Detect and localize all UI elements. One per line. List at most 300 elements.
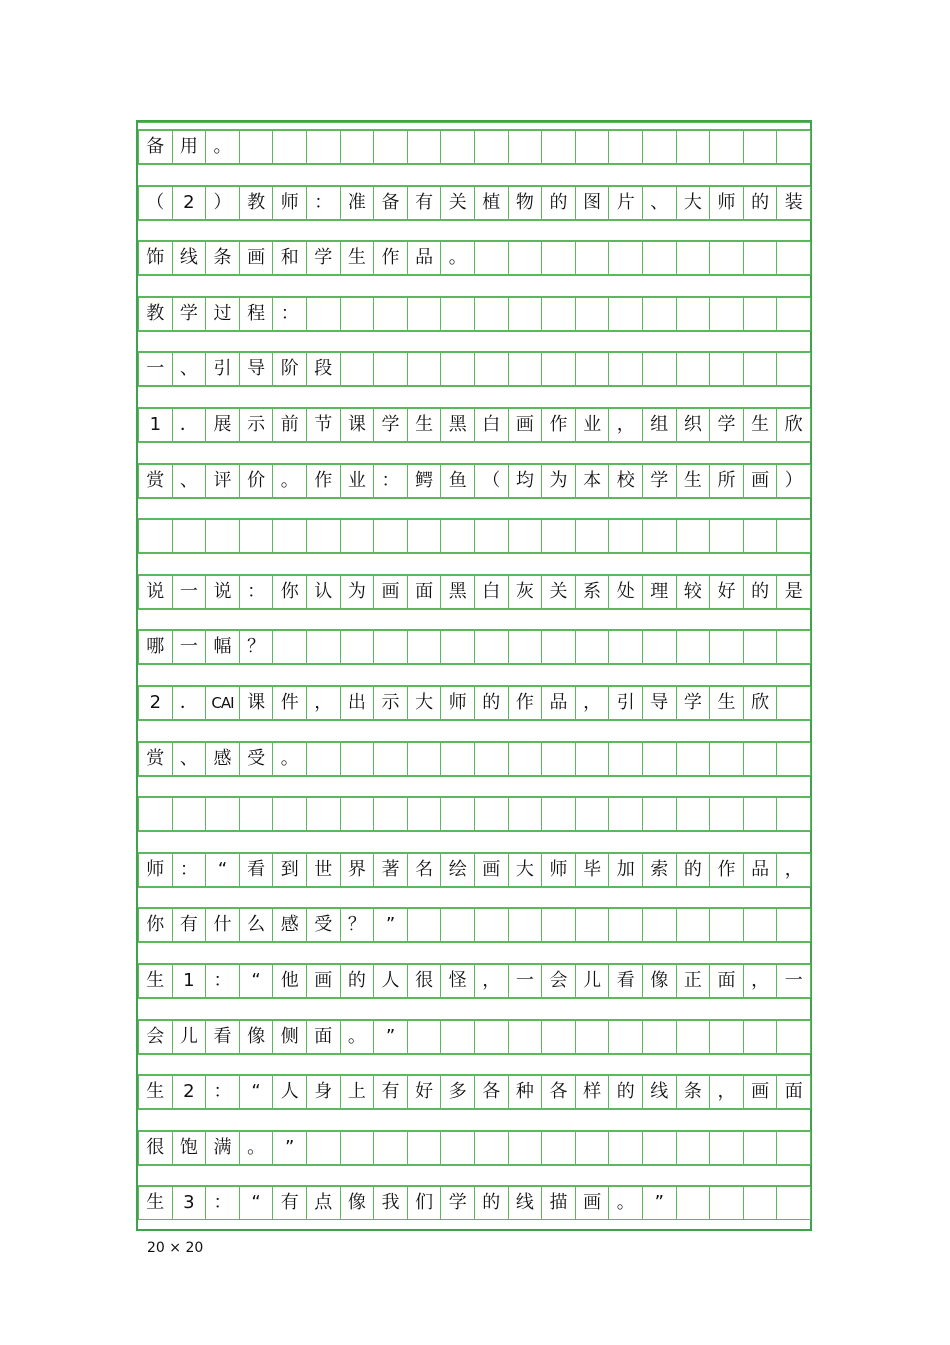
row-gap: [138, 1109, 810, 1131]
grid-cell: 出: [340, 686, 375, 720]
grid-cell: [407, 297, 442, 331]
grid-cell: [340, 130, 375, 164]
grid-cell: 感: [205, 742, 240, 776]
grid-cell: 。: [608, 1186, 643, 1220]
grid-cell: [743, 519, 778, 553]
grid-row: [138, 1020, 810, 1054]
grid-cell: 有: [407, 186, 442, 220]
grid-cell: 说: [138, 575, 173, 609]
grid-cell: 说: [205, 575, 240, 609]
grid-cell: [776, 1020, 811, 1054]
grid-cell: 导: [239, 352, 274, 386]
grid-cell: 感: [272, 908, 307, 942]
grid-cell: [575, 519, 610, 553]
grid-cell: [373, 352, 408, 386]
grid-cell: 上: [340, 1075, 375, 1109]
grid-cell: 一: [776, 964, 811, 998]
grid-cell: ”: [642, 1186, 677, 1220]
grid-cell: 看: [608, 964, 643, 998]
grid-cell: 描: [541, 1186, 576, 1220]
grid-cell: [541, 630, 576, 664]
grid-cell: 有: [373, 1075, 408, 1109]
grid-cell: [172, 519, 207, 553]
grid-cell: [642, 630, 677, 664]
grid-cell: ，: [709, 1075, 744, 1109]
grid-cell: 多: [440, 1075, 475, 1109]
grid-cell: 图: [575, 186, 610, 220]
grid-cell: 儿: [172, 1020, 207, 1054]
grid-row: [138, 1131, 810, 1165]
grid-cell: 满: [205, 1131, 240, 1165]
grid-cell: [776, 908, 811, 942]
grid-cell: ：: [306, 186, 341, 220]
grid-cell: 2: [172, 1075, 207, 1109]
manuscript-grid-paper: [136, 120, 812, 1231]
grid-cell: [743, 352, 778, 386]
grid-row: [138, 186, 810, 220]
grid-cell: [474, 630, 509, 664]
grid-cell: 赏: [138, 464, 173, 498]
grid-cell: 评: [205, 464, 240, 498]
grid-cell: 认: [306, 575, 341, 609]
grid-cell: [608, 908, 643, 942]
grid-cell: 的: [743, 186, 778, 220]
grid-cell: [272, 519, 307, 553]
grid-cell: [440, 352, 475, 386]
grid-cell: 阶: [272, 352, 307, 386]
grid-cell: 、: [172, 742, 207, 776]
grid-cell: [743, 241, 778, 275]
grid-cell: [138, 519, 173, 553]
grid-cell: ）: [205, 186, 240, 220]
grid-cell: 著: [373, 853, 408, 887]
grid-cell: [541, 130, 576, 164]
grid-cell: 加: [608, 853, 643, 887]
grid-cell: 课: [340, 408, 375, 442]
grid-cell: [676, 1020, 711, 1054]
grid-cell: [776, 686, 811, 720]
grid-cell: [776, 130, 811, 164]
grid-cell: [575, 352, 610, 386]
grid-cell: 导: [642, 686, 677, 720]
grid-cell: 示: [373, 686, 408, 720]
grid-cell: [474, 1131, 509, 1165]
grid-cell: 很: [407, 964, 442, 998]
grid-cell: 受: [306, 908, 341, 942]
grid-cell: 哪: [138, 630, 173, 664]
grid-cell: [608, 1131, 643, 1165]
grid-cell: 幅: [205, 630, 240, 664]
grid-cell: [508, 630, 543, 664]
grid-cell: 黑: [440, 575, 475, 609]
grid-cell: [575, 908, 610, 942]
grid-cell: 生: [138, 964, 173, 998]
grid-cell: ：: [205, 1075, 240, 1109]
grid-cell: [776, 519, 811, 553]
grid-cell: [474, 241, 509, 275]
grid-cell: 会: [541, 964, 576, 998]
grid-cell: [776, 630, 811, 664]
grid-cell: [306, 1131, 341, 1165]
grid-cell: ，: [608, 408, 643, 442]
grid-cell: [340, 352, 375, 386]
grid-cell: 会: [138, 1020, 173, 1054]
grid-cell: 过: [205, 297, 240, 331]
grid-cell: [776, 352, 811, 386]
grid-cell: ）: [776, 464, 811, 498]
grid-cell: 所: [709, 464, 744, 498]
grid-cell: [272, 797, 307, 831]
grid-cell: 生: [340, 241, 375, 275]
grid-cell: [743, 742, 778, 776]
grid-cell: 价: [239, 464, 274, 498]
grid-cell: 种: [508, 1075, 543, 1109]
grid-cell: [541, 519, 576, 553]
grid-cell: [642, 297, 677, 331]
grid-cell: [642, 797, 677, 831]
grid-cell: 作: [541, 408, 576, 442]
grid-cell: 学: [642, 464, 677, 498]
grid-cell: [474, 908, 509, 942]
grid-cell: 一: [172, 630, 207, 664]
grid-cell: 他: [272, 964, 307, 998]
grid-cell: [743, 130, 778, 164]
grid-cell: 条: [205, 241, 240, 275]
grid-cell: 片: [608, 186, 643, 220]
grid-cell: ．: [172, 686, 207, 720]
grid-cell: [440, 297, 475, 331]
grid-cell: 生: [407, 408, 442, 442]
grid-cell: [407, 742, 442, 776]
grid-cell: [340, 297, 375, 331]
grid-cell: 身: [306, 1075, 341, 1109]
grid-cell: 画: [474, 853, 509, 887]
grid-cell: 绘: [440, 853, 475, 887]
grid-cell: 课: [239, 686, 274, 720]
grid-cell: [340, 742, 375, 776]
grid-cell: 大: [407, 686, 442, 720]
grid-cell: [541, 908, 576, 942]
grid-cell: 系: [575, 575, 610, 609]
grid-cell: [407, 1131, 442, 1165]
grid-cell: [676, 1131, 711, 1165]
row-gap: [138, 442, 810, 464]
grid-cell: 么: [239, 908, 274, 942]
grid-cell: [239, 519, 274, 553]
grid-cell: 教: [239, 186, 274, 220]
grid-cell: 正: [676, 964, 711, 998]
grid-cell: 师: [709, 186, 744, 220]
grid-cell: 。: [340, 1020, 375, 1054]
grid-cell: 业: [340, 464, 375, 498]
grid-cell: 线: [172, 241, 207, 275]
grid-cell: [676, 519, 711, 553]
grid-cell: [608, 130, 643, 164]
grid-cell: [709, 352, 744, 386]
grid-row: [138, 408, 810, 442]
row-gap: [138, 998, 810, 1020]
grid-cell: 生: [138, 1075, 173, 1109]
grid-cell: [440, 908, 475, 942]
grid-cell: [709, 1186, 744, 1220]
grid-cell: [676, 797, 711, 831]
grid-cell: ：: [172, 853, 207, 887]
grid-cell: 2: [138, 686, 173, 720]
grid-cell: 生: [676, 464, 711, 498]
grid-cell: [272, 630, 307, 664]
grid-cell: ”: [373, 1020, 408, 1054]
grid-cell: [541, 297, 576, 331]
grid-cell: 面: [776, 1075, 811, 1109]
grid-cell: [642, 241, 677, 275]
row-gap: [138, 720, 810, 742]
grid-row: [138, 853, 810, 887]
grid-cell: [709, 130, 744, 164]
grid-cell: 准: [340, 186, 375, 220]
grid-cell: [608, 630, 643, 664]
grid-cell: 黑: [440, 408, 475, 442]
row-gap: [138, 553, 810, 575]
grid-cell: [541, 241, 576, 275]
grid-cell: 关: [541, 575, 576, 609]
grid-cell: 师: [440, 686, 475, 720]
row-gap: [138, 664, 810, 686]
row-gap: [138, 609, 810, 631]
grid-cell: 师: [541, 853, 576, 887]
grid-cell: 像: [642, 964, 677, 998]
grid-cell: [440, 742, 475, 776]
grid-cell: 大: [676, 186, 711, 220]
grid-cell: 关: [440, 186, 475, 220]
grid-cell: 的: [743, 575, 778, 609]
grid-cell: [508, 1020, 543, 1054]
grid-cell: [709, 742, 744, 776]
grid-cell: 侧: [272, 1020, 307, 1054]
grid-row: [138, 742, 810, 776]
grid-cell: [340, 797, 375, 831]
grid-row: [138, 297, 810, 331]
row-gap: [138, 386, 810, 408]
grid-cell: 装: [776, 186, 811, 220]
grid-cell: [440, 1131, 475, 1165]
grid-cell: [676, 352, 711, 386]
grid-cell: 处: [608, 575, 643, 609]
grid-cell: 作: [373, 241, 408, 275]
grid-cell: [709, 1131, 744, 1165]
grid-cell: 鳄: [407, 464, 442, 498]
grid-cell: [608, 352, 643, 386]
row-gap: [138, 776, 810, 798]
grid-cell: 引: [608, 686, 643, 720]
grid-cell: 本: [575, 464, 610, 498]
grid-cell: 引: [205, 352, 240, 386]
grid-row: [138, 352, 810, 386]
grid-cell: 你: [138, 908, 173, 942]
grid-cell: 的: [340, 964, 375, 998]
grid-cell: 一: [508, 964, 543, 998]
grid-cell: [306, 630, 341, 664]
grid-cell: [676, 130, 711, 164]
grid-cell: 有: [272, 1186, 307, 1220]
grid-cell: 展: [205, 408, 240, 442]
grid-cell: 1: [172, 964, 207, 998]
grid-cell: [575, 297, 610, 331]
grid-cell: [474, 742, 509, 776]
grid-row: [138, 686, 810, 720]
row-gap: [138, 331, 810, 353]
grid-cell: [541, 1020, 576, 1054]
grid-cell: [373, 297, 408, 331]
grid-cell: 一: [138, 352, 173, 386]
grid-cell: 什: [205, 908, 240, 942]
grid-cell: [743, 908, 778, 942]
grid-cell: （: [138, 186, 173, 220]
grid-cell: 、: [172, 464, 207, 498]
grid-cell: 、: [172, 352, 207, 386]
grid-cell: 为: [541, 464, 576, 498]
grid-cell: 线: [508, 1186, 543, 1220]
grid-cell: [575, 797, 610, 831]
grid-cell: [172, 797, 207, 831]
row-gap: [138, 164, 810, 186]
grid-cell: “: [205, 853, 240, 887]
grid-cell: [776, 1131, 811, 1165]
grid-cell: ，: [306, 686, 341, 720]
row-gap: [138, 122, 810, 130]
grid-cell: 儿: [575, 964, 610, 998]
grid-row: [138, 630, 810, 664]
grid-cell: 。: [272, 742, 307, 776]
grid-cell: 的: [474, 686, 509, 720]
grid-cell: [440, 519, 475, 553]
grid-cell: [508, 742, 543, 776]
grid-cell: 品: [541, 686, 576, 720]
grid-cell: [306, 519, 341, 553]
grid-cell: [642, 908, 677, 942]
grid-cell: 好: [407, 1075, 442, 1109]
grid-cell: [575, 630, 610, 664]
grid-cell: [642, 130, 677, 164]
row-gap: [138, 1054, 810, 1076]
grid-cell: “: [239, 1186, 274, 1220]
grid-cell: 画: [239, 241, 274, 275]
grid-cell: [474, 797, 509, 831]
grid-cell: “: [239, 964, 274, 998]
grid-cell: [608, 241, 643, 275]
grid-cell: [373, 630, 408, 664]
grid-cell: [743, 1186, 778, 1220]
grid-cell: 名: [407, 853, 442, 887]
row-gap: [138, 220, 810, 242]
grid-cell: 饰: [138, 241, 173, 275]
grid-cell: 。: [440, 241, 475, 275]
grid-cell: 段: [306, 352, 341, 386]
grid-cell: [407, 352, 442, 386]
grid-cell: 的: [541, 186, 576, 220]
grid-cell: [340, 519, 375, 553]
grid-cell: [508, 1131, 543, 1165]
grid-row: [138, 464, 810, 498]
grid-cell: 植: [474, 186, 509, 220]
grid-cell: [474, 130, 509, 164]
grid-cell: [776, 742, 811, 776]
grid-cell: [575, 1131, 610, 1165]
grid-cell: 均: [508, 464, 543, 498]
grid-cell: 点: [306, 1186, 341, 1220]
grid-cell: 各: [474, 1075, 509, 1109]
grid-cell: 生: [709, 686, 744, 720]
grid-cell: 有: [172, 908, 207, 942]
grid-cell: [709, 1020, 744, 1054]
grid-cell: [709, 797, 744, 831]
grid-cell: [205, 797, 240, 831]
grid-cell: 欣: [776, 408, 811, 442]
grid-cell: 业: [575, 408, 610, 442]
grid-cell: 画: [575, 1186, 610, 1220]
grid-cell: 面: [709, 964, 744, 998]
grid-cell: 赏: [138, 742, 173, 776]
grid-cell: [474, 352, 509, 386]
grid-cell: ：: [239, 575, 274, 609]
grid-cell: [508, 352, 543, 386]
grid-cell: 的: [608, 1075, 643, 1109]
grid-cell: [340, 1131, 375, 1165]
grid-cell: 很: [138, 1131, 173, 1165]
row-gap: [138, 942, 810, 964]
grid-cell: 的: [474, 1186, 509, 1220]
grid-cell: 为: [340, 575, 375, 609]
grid-cell: [440, 130, 475, 164]
grid-cell: [407, 1020, 442, 1054]
grid-cell: 学: [676, 686, 711, 720]
row-gap: [138, 275, 810, 297]
grid-cell: ：: [205, 1186, 240, 1220]
grid-cell: 条: [676, 1075, 711, 1109]
grid-cell: [608, 519, 643, 553]
grid-cell: 生: [138, 1186, 173, 1220]
grid-cell: 的: [676, 853, 711, 887]
grid-cell: [508, 241, 543, 275]
grid-cell: [474, 519, 509, 553]
row-gap: [138, 498, 810, 520]
grid-cell: 品: [743, 853, 778, 887]
grid-cell: “: [239, 1075, 274, 1109]
grid-cell: 界: [340, 853, 375, 887]
grid-cell: [474, 297, 509, 331]
grid-cell: 好: [709, 575, 744, 609]
grid-cell: 们: [407, 1186, 442, 1220]
grid-cell: ，: [743, 964, 778, 998]
grid-cell: [373, 130, 408, 164]
grid-cell: 学: [172, 297, 207, 331]
grid-cell: [508, 797, 543, 831]
grid-cell: [407, 519, 442, 553]
grid-cell: 作: [306, 464, 341, 498]
grid-cell: 画: [373, 575, 408, 609]
grid-cell: [508, 519, 543, 553]
grid-cell: 画: [743, 1075, 778, 1109]
grid-cell: ”: [272, 1131, 307, 1165]
grid-cell: 大: [508, 853, 543, 887]
grid-size-label: 20 × 20: [147, 1240, 204, 1256]
grid-cell: [440, 797, 475, 831]
grid-cell: 较: [676, 575, 711, 609]
row-gap: [138, 887, 810, 909]
grid-cell: [709, 519, 744, 553]
grid-cell: 和: [272, 241, 307, 275]
grid-cell: [642, 1020, 677, 1054]
grid-cell: [776, 1186, 811, 1220]
